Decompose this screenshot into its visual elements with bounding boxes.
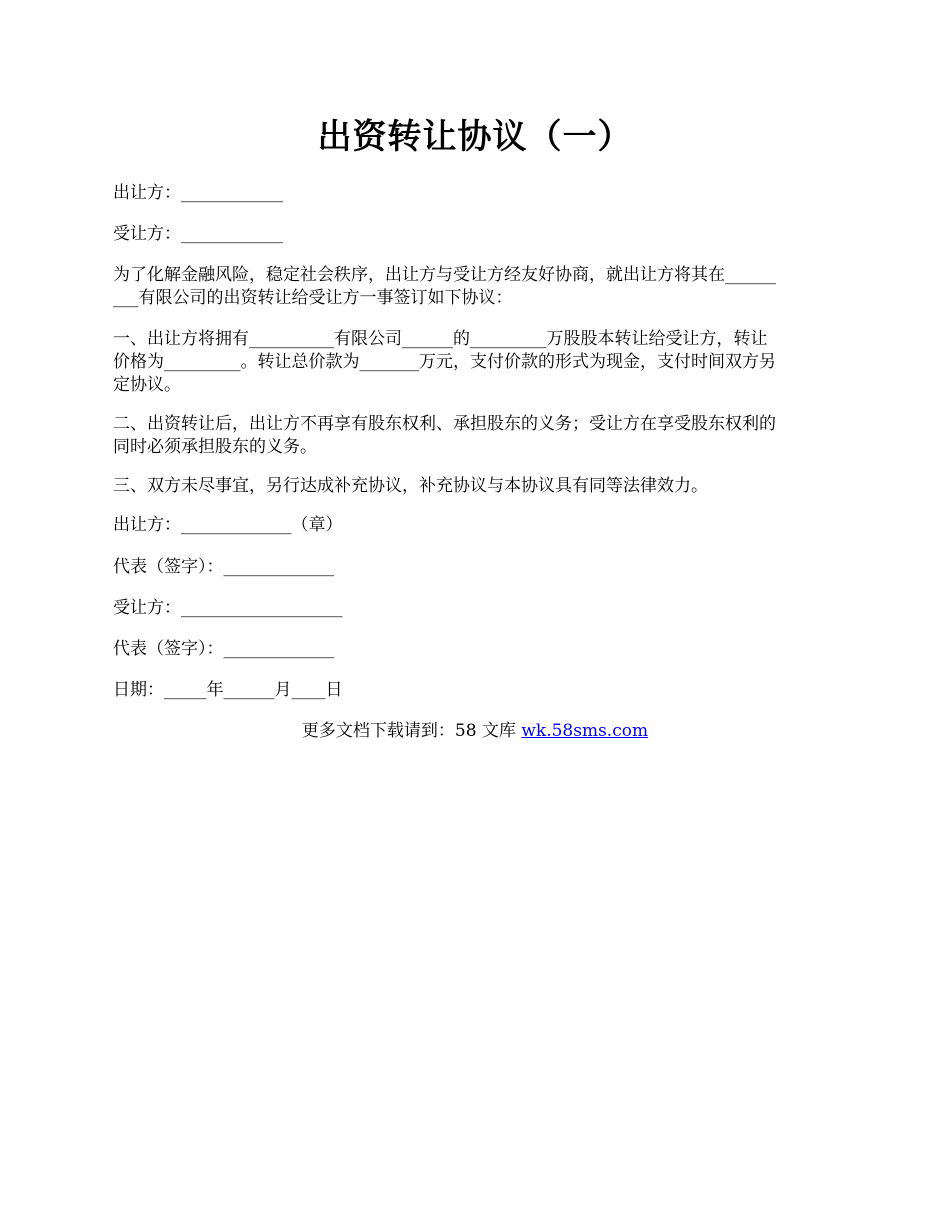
signature-representative-2: 代表（签字）：_____________ (113, 639, 334, 659)
transferee-field: 受让方：____________ (113, 224, 283, 244)
clause-2-line-2: 同时必须承担股东的义务。 (113, 437, 317, 457)
document-title: 出资转让协议（一） (317, 117, 633, 157)
signature-transferee: 受让方：___________________ (113, 598, 343, 618)
preamble-line-1: 为了化解金融风险，稳定社会秩序，出让方与受让方经友好协商，就出让方将其在______ (113, 265, 776, 285)
clause-1-paragraph (113, 328, 839, 397)
footer-prefix: 更多文档下载请到：58 文库 (301, 721, 522, 741)
clause-2-paragraph (113, 413, 839, 459)
transferor-field: 出让方：____________ (113, 183, 283, 203)
preamble-paragraph (113, 264, 839, 310)
signature-representative-1: 代表（签字）：_____________ (113, 557, 334, 577)
preamble-line-2: ___有限公司的出资转让给受让方一事签订如下协议： (113, 288, 513, 308)
clause-1-line-2: 价格为_________。转让总价款为_______万元，支付价款的形式为现金，支付时间双方另 (113, 352, 776, 372)
clause-1-line-3: 定协议。 (113, 375, 181, 395)
signature-transferor: 出让方：_____________（章） (113, 515, 343, 535)
footer-download-note (0, 719, 950, 743)
clause-1-line-1: 一、出让方将拥有__________有限公司______的_________万股股本转让给受让方，转让 (113, 329, 768, 349)
signature-date: 日期：_____年______月____日 (113, 680, 343, 700)
footer-link[interactable]: wk.58sms.com (521, 721, 649, 741)
clause-3-paragraph: 三、双方未尽事宜，另行达成补充协议，补充协议与本协议具有同等法律效力。 (113, 476, 708, 496)
clause-2-line-1: 二、出资转让后，出让方不再享有股东权利、承担股东的义务；受让方在享受股东权利的 (113, 414, 776, 434)
